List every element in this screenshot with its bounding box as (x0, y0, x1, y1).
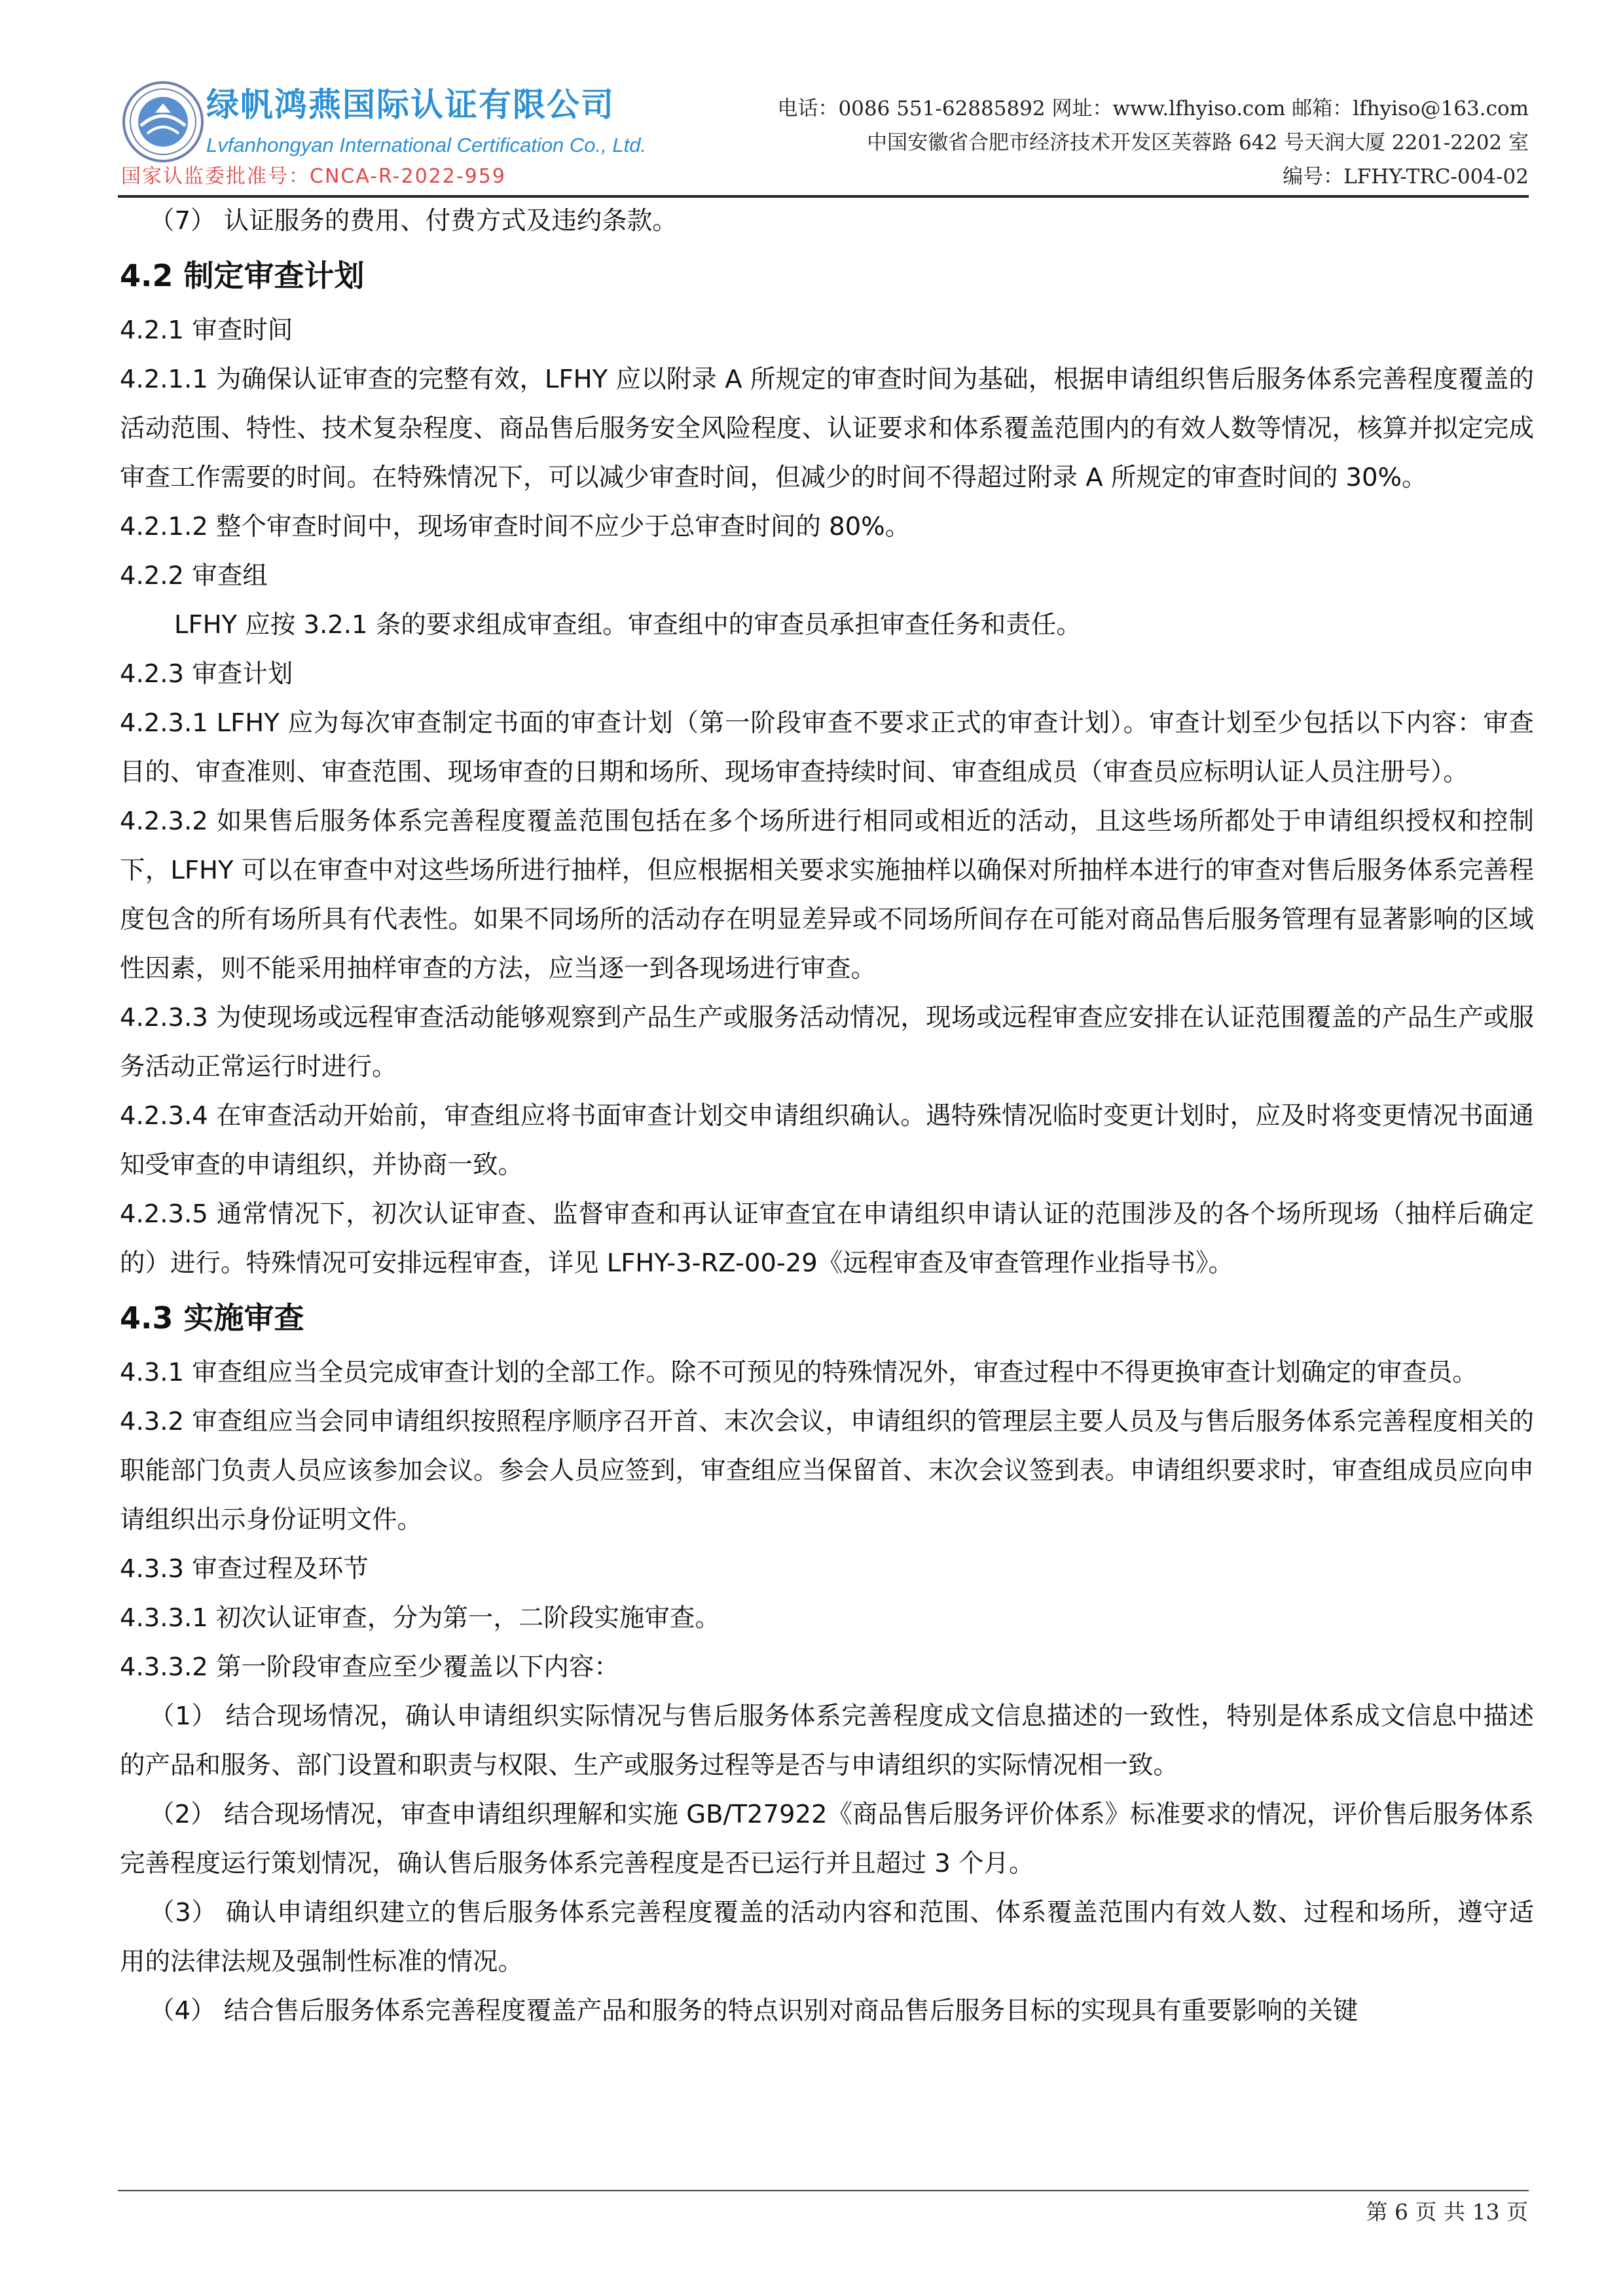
contact-address: 中国安徽省合肥市经济技术开发区芙蓉路 642 号天润大厦 2201-2202 室 (867, 131, 1529, 155)
paragraph-4-2-3-5: 4.2.3.5 通常情况下，初次认证审查、监督审查和再认证审查宜在申请组织申请认证的范围涉及的各个场所现场（抽样后确定的）进行。特殊情况可安排远程审查，详见 LFHY-3-RZ-00-29《远程审查及审查管理作业指导书》。 (120, 1199, 1534, 1278)
page-header (121, 71, 1529, 199)
paragraph-4-3-1: 4.3.1 审查组应当全员完成审查计划的全部工作。除不可预见的特殊情况外，审查过程中不得更换审查计划确定的审查员。 (120, 1358, 1478, 1387)
list-item-3: （3） 确认申请组织建立的售后服务体系完善程度覆盖的活动内容和范围、体系覆盖范围内有效人数、过程和场所，遵守适用的法律法规及强制性标准的情况。 (120, 1898, 1534, 1977)
paragraph-4-2-1-2: 4.2.1.2 整个审查时间中，现场审查时间不应少于总审查时间的 80%。 (120, 512, 911, 541)
list-item-1: （1） 结合现场情况，确认申请组织实际情况与售后服务体系完善程度成文信息描述的一致性，特别是体系成文信息中描述的产品和服务、部门设置和职责与权限、生产或服务过程等是否与申请组织的实际情况相一致。 (120, 1702, 1534, 1780)
heading-4-3: 4.3 实施审查 (120, 1300, 304, 1336)
list-item-4: （4） 结合售后服务体系完善程度覆盖产品和服务的特点识别对商品售后服务目标的实现具有重要影响的关键 (149, 1996, 1359, 2026)
subheading-4-2-2: 4.2.2 审查组 (120, 561, 268, 591)
list-item-7: （7） 认证服务的费用、付费方式及违约条款。 (149, 206, 678, 236)
list-item-2: （2） 结合现场情况，审查申请组织理解和实施 GB/T27922《商品售后服务评价体系》标准要求的情况，评价售后服务体系完善程度运行策划情况，确认售后服务体系完善程度是否已运行并且超过 3 个月。 (120, 1800, 1534, 1878)
paragraph-4-2-1-1: 4.2.1.1 为确保认证审查的完整有效，LFHY 应以附录 A 所规定的审查时间为基础，根据申请组织售后服务体系完善程度覆盖的活动范围、特性、技术复杂程度、商品售后服务安全风险程度、认证要求和体系覆盖范围内的有效人数等情况，核算并拟定完成审查工作需要的时间。在特殊情况下，可以减少审查时间，但减少的时间不得超过附录 A 所规定的审查时间的 30%。 (120, 365, 1534, 492)
paragraph-4-2-3-1: 4.2.3.1 LFHY 应为每次审查制定书面的审查计划（第一阶段审查不要求正式的审查计划）。审查计划至少包括以下内容：审查目的、审查准则、审查范围、现场审查的日期和场所、现场审查持续时间、审查组成员（审查员应标明认证人员注册号）。 (120, 708, 1534, 787)
subheading-4-3-3: 4.3.3 审查过程及环节 (120, 1554, 369, 1584)
page-number: 第 6 页 共 13 页 (1366, 2199, 1528, 2225)
paragraph-4-2-3-2: 4.2.3.2 如果售后服务体系完善程度覆盖范围包括在多个场所进行相同或相近的活动，且这些场所都处于申请组织授权和控制下，LFHY 可以在审查中对这些场所进行抽样，但应根据相关要求实施抽样以确保对所抽样本进行的审查对售后服务体系完善程度包含的所有场所具有代表性。如果不同场所的活动存在明显差异或不同场所间存在可能对商品售后服务管理有显著影响的区域性因素，则不能采用抽样审查的方法，应当逐一到各现场进行审查。 (120, 807, 1534, 983)
subheading-4-2-1: 4.2.1 审查时间 (120, 316, 293, 345)
company-name-cn: 绿帆鸿燕国际认证有限公司 (206, 86, 615, 124)
document-body (120, 196, 1534, 2035)
subheading-4-2-3: 4.2.3 审查计划 (120, 659, 293, 689)
paragraph-4-3-3-2: 4.3.3.2 第一阶段审查应至少覆盖以下内容： (120, 1652, 619, 1682)
approval-number: 国家认监委批准号：CNCA-R-2022-959 (121, 165, 506, 188)
company-name-en: Lvfanhongyan International Certification Co., Ltd. (206, 134, 647, 156)
document-number: 编号：LFHY-TRC-004-02 (1283, 165, 1529, 189)
footer-divider (118, 2190, 1529, 2191)
paragraph-4-2-2: LFHY 应按 3.2.1 条的要求组成审查组。审查组中的审查员承担审查任务和责任。 (174, 610, 1082, 640)
heading-4-2: 4.2 制定审查计划 (120, 258, 365, 293)
paragraph-4-2-3-4: 4.2.3.4 在审查活动开始前，审查组应将书面审查计划交申请组织确认。遇特殊情况临时变更计划时，应及时将变更情况书面通知受审查的申请组织，并协商一致。 (120, 1101, 1534, 1180)
company-name-block (206, 79, 646, 157)
company-seal-logo-icon (121, 80, 205, 164)
paragraph-4-3-3-1: 4.3.3.1 初次认证审查，分为第一，二阶段实施审查。 (120, 1603, 720, 1633)
contact-phone-web-email: 电话：0086 551-62885892 网址：www.lfhyiso.com 邮箱：lfhyiso@163.com (777, 97, 1529, 120)
paragraph-4-3-2: 4.3.2 审查组应当会同申请组织按照程序顺序召开首、末次会议，申请组织的管理层主要人员及与售后服务体系完善程度相关的职能部门负责人员应该参加会议。参会人员应签到，审查组应当保留首、末次会议签到表。申请组织要求时，审查组成员应向申请组织出示身份证明文件。 (120, 1407, 1534, 1535)
paragraph-4-2-3-3: 4.2.3.3 为使现场或远程审查活动能够观察到产品生产或服务活动情况，现场或远程审查应安排在认证范围覆盖的产品生产或服务活动正常运行时进行。 (120, 1003, 1534, 1082)
contact-block (777, 92, 1529, 194)
